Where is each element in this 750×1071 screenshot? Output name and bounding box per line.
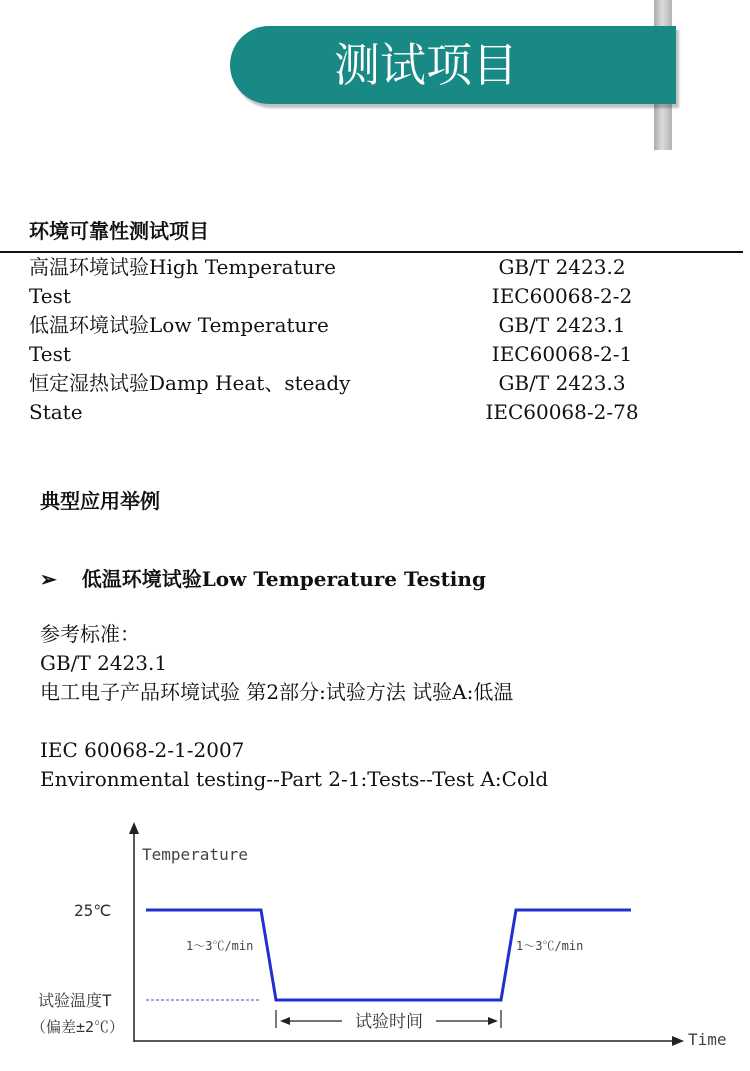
right-arrowhead-icon — [488, 1017, 498, 1025]
test-standard: IEC60068-2-1 — [491, 342, 633, 366]
test-name: 高温环境试验High Temperature — [29, 255, 336, 279]
test-standard: GB/T 2423.1 — [498, 313, 626, 337]
test-row — [29, 340, 729, 369]
arrow-bullet-icon: ➢ — [40, 567, 57, 591]
test-temperature-tolerance: （偏差±2℃） — [31, 1018, 125, 1036]
example-title: 低温环境试验Low Temperature Testing — [81, 567, 486, 591]
test-temperature-label: 试验温度T — [38, 991, 112, 1010]
section-heading-reliability: 环境可靠性测试项目 — [29, 219, 209, 243]
temperature-profile-line — [146, 910, 631, 1000]
reference-standard: IEC 60068-2-1-2007 — [40, 738, 245, 762]
test-standard: GB/T 2423.2 — [498, 255, 626, 279]
test-row — [29, 282, 729, 311]
test-name: State — [29, 400, 83, 424]
test-row — [29, 369, 729, 398]
ramp-down-label: 1～3℃/min — [186, 939, 254, 953]
left-arrowhead-icon — [280, 1017, 290, 1025]
reference-description: 电工电子产品环境试验 第2部分:试验方法 试验A:低温 — [40, 680, 514, 704]
test-row — [29, 311, 729, 340]
x-axis-label: Time — [688, 1030, 727, 1049]
example-bullet — [40, 563, 486, 592]
ramp-up-label: 1～3℃/min — [516, 939, 584, 953]
high-temperature-label: 25℃ — [74, 901, 112, 920]
section-heading-examples: 典型应用举例 — [40, 489, 160, 513]
reference-description: Environmental testing--Part 2-1:Tests--Test A:Cold — [40, 767, 549, 791]
test-standard: IEC60068-2-78 — [485, 400, 639, 424]
test-standard: IEC60068-2-2 — [491, 284, 633, 308]
test-row — [29, 253, 729, 282]
test-name: 低温环境试验Low Temperature — [29, 313, 329, 337]
x-axis-arrow-icon — [672, 1036, 684, 1046]
test-name: Test — [29, 284, 71, 308]
test-duration-label: 试验时间 — [355, 1012, 423, 1032]
title-banner — [230, 26, 676, 104]
y-axis-label: Temperature — [142, 845, 248, 864]
test-name: Test — [29, 342, 71, 366]
test-name: 恒定湿热试验Damp Heat、steady — [29, 371, 351, 395]
test-row — [29, 398, 729, 427]
test-standard: GB/T 2423.3 — [498, 371, 626, 395]
y-axis-arrow-icon — [129, 822, 139, 834]
reference-standard: GB/T 2423.1 — [40, 651, 168, 675]
reference-label: 参考标准： — [40, 622, 140, 646]
page-title: 测试项目 — [334, 38, 518, 92]
temperature-profile-diagram — [0, 810, 750, 1071]
